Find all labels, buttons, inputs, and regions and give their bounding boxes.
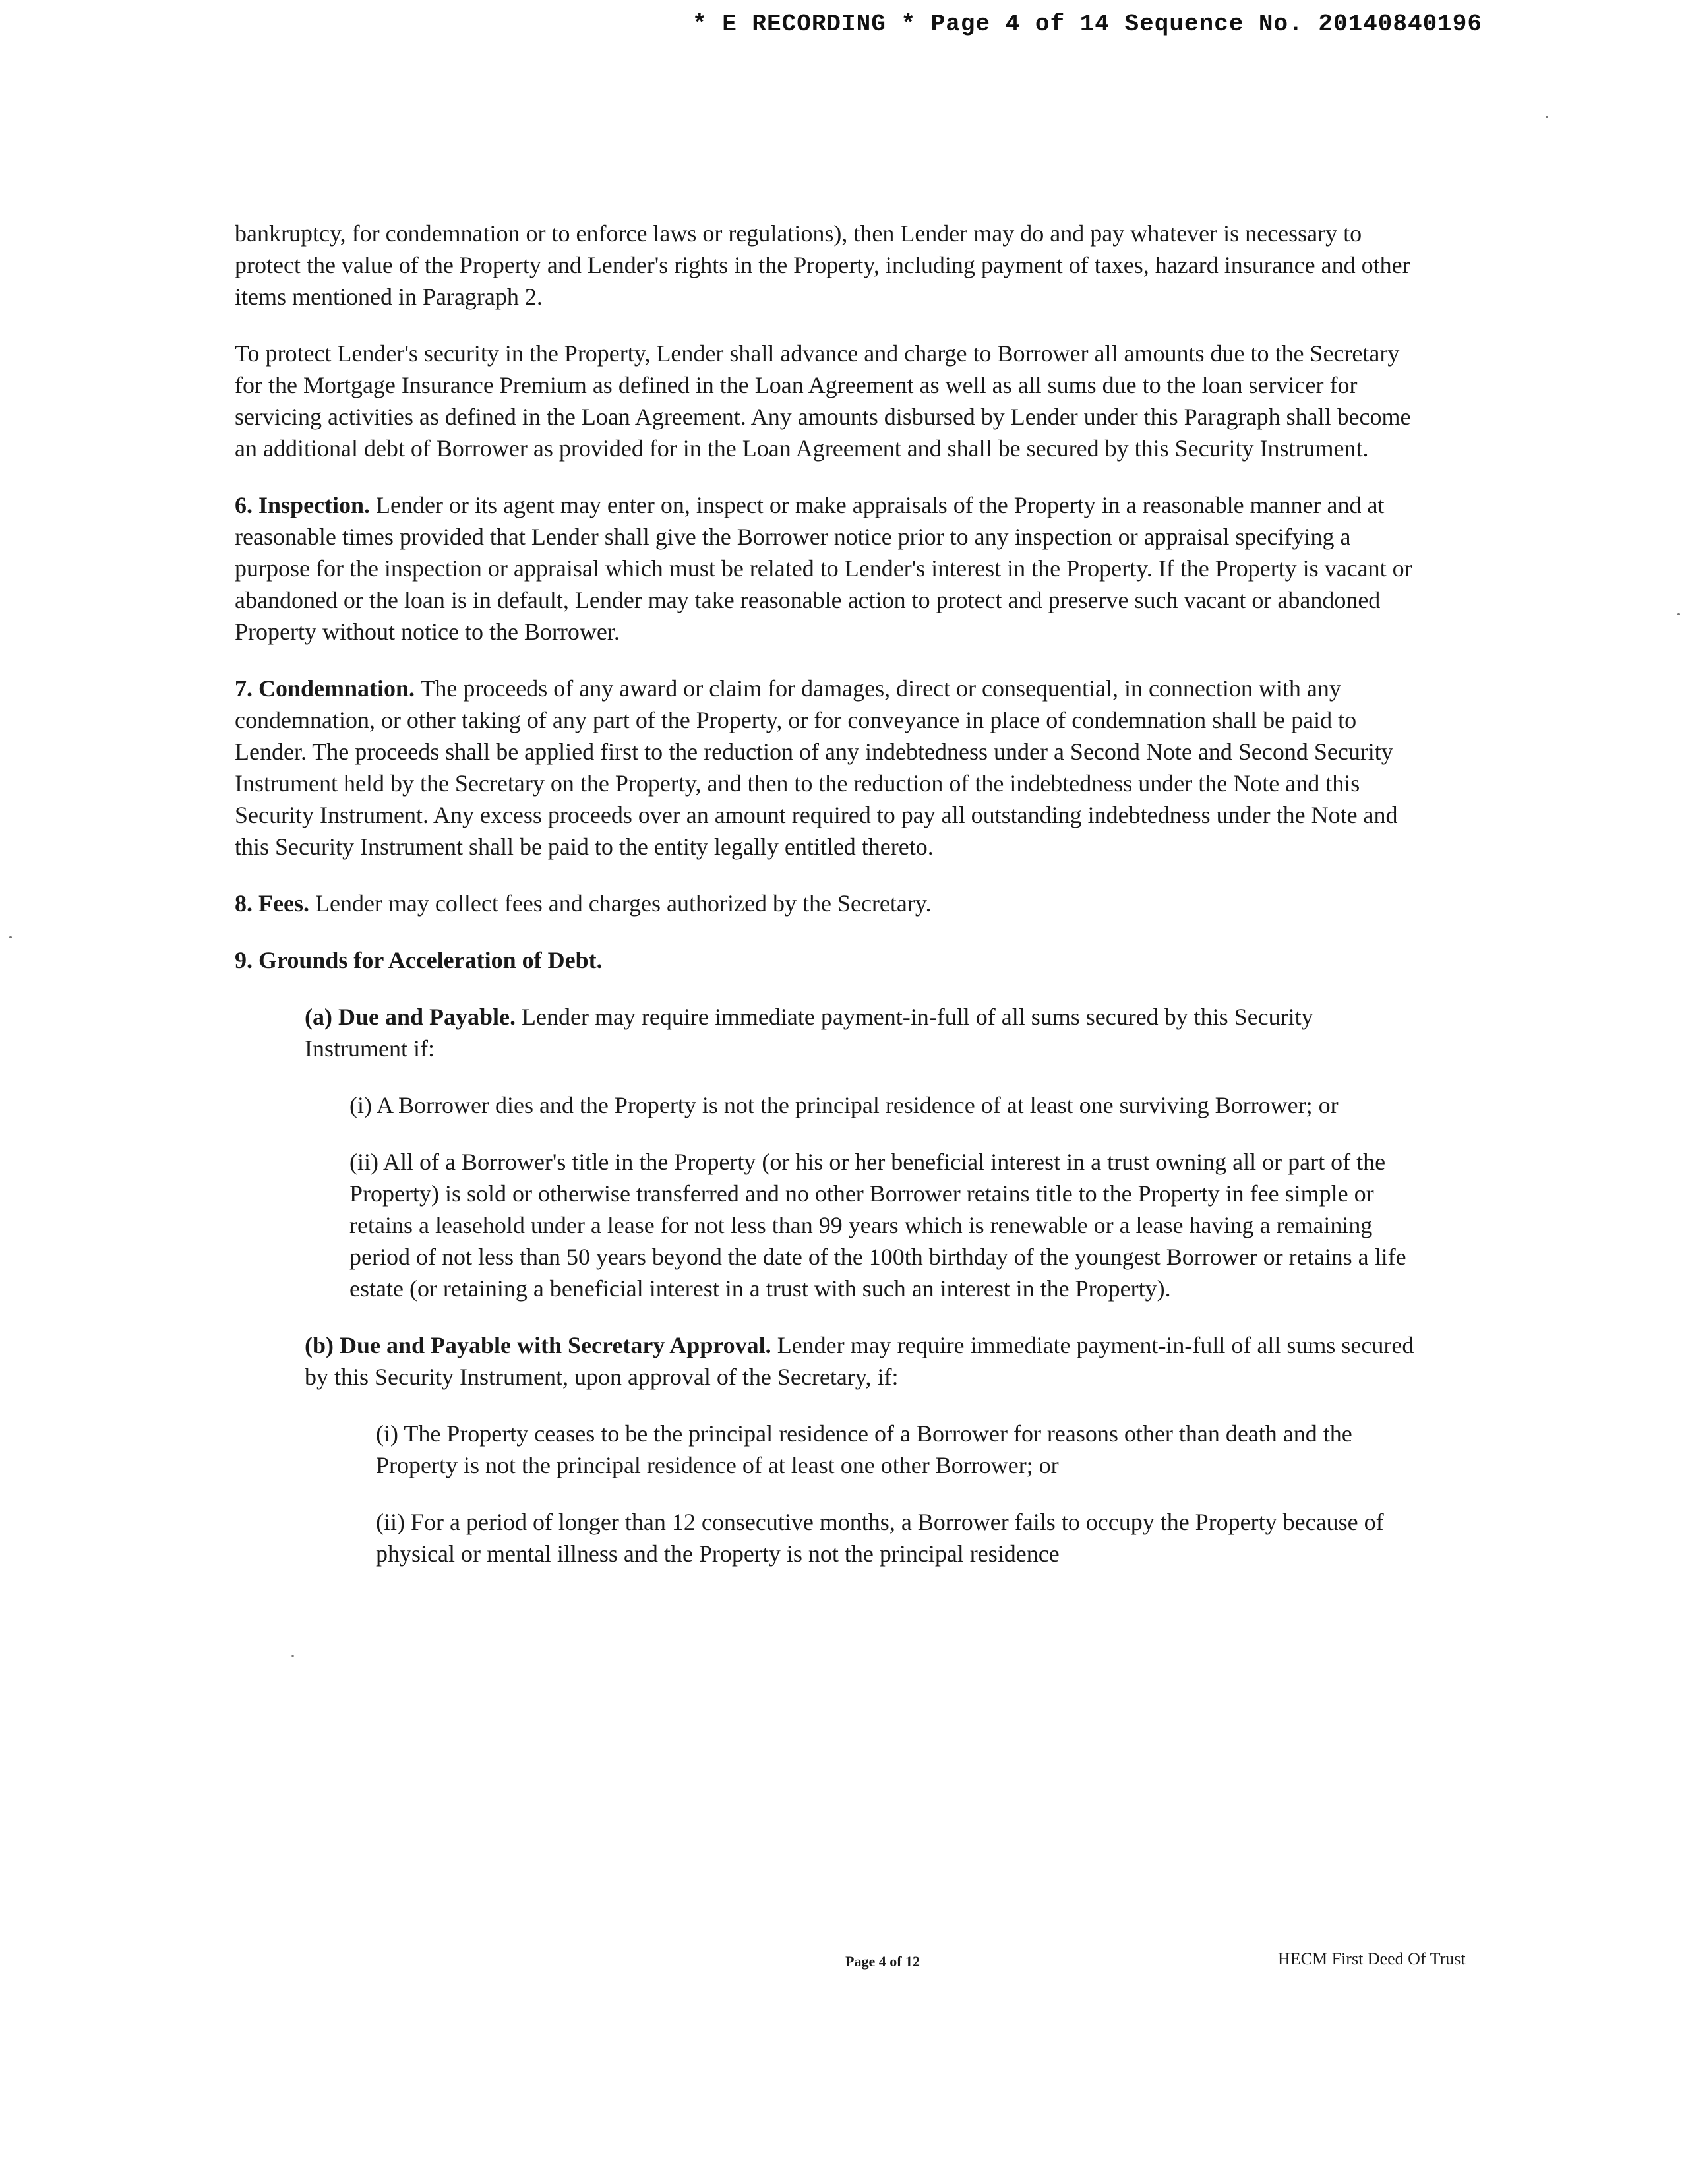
section-7-condemnation xyxy=(235,673,1415,863)
subsection-heading: (b) Due and Payable with Secretary Approval. xyxy=(305,1332,771,1358)
subsection-heading: (a) Due and Payable. xyxy=(305,1004,516,1030)
section-9b-secretary-approval xyxy=(305,1329,1415,1393)
section-9a-item-i: (i) A Borrower dies and the Property is not the principal residence of at least one surviving Borrower; or xyxy=(349,1092,1339,1118)
scan-speck xyxy=(9,936,12,938)
paragraph-protect-security: To protect Lender's security in the Property, Lender shall advance and charge to Borrower all amounts due to the Secretary for the Mortgage Insurance Premium as defined in the Loan Agreement as well as all sums due to the loan servicer for servicing activities as defined in the Loan Agreement. Any amounts disbursed by Lender under this Paragraph shall become an additional debt of Borrower as provided for in the Loan Agreement and shall be secured by this Security Instrument. xyxy=(235,340,1411,462)
section-9a-due-and-payable xyxy=(305,1001,1415,1064)
section-9-heading xyxy=(235,944,1415,976)
section-text: Lender may collect fees and charges authorized by the Secretary. xyxy=(309,890,932,917)
scan-speck xyxy=(1546,116,1548,118)
section-heading: 7. Condemnation. xyxy=(235,675,415,702)
section-text: The proceeds of any award or claim for damages, direct or consequential, in connection with any condemnation, or other taking of any part of the Property, or for conveyance in place of condemnation shall be paid to Lender. The proceeds shall be applied first to the reduction of any indebtedness under a Second Note and Second Security Instrument held by the Secretary on the Property, and then to the reduction of the indebtedness under the Note and this Security Instrument. Any excess proceeds over an amount required to pay all outstanding indebtedness under the Note and this Security Instrument shall be paid to the entity legally entitled thereto. xyxy=(235,675,1398,860)
section-heading: 9. Grounds for Acceleration of Debt. xyxy=(235,947,603,973)
section-text: Lender or its agent may enter on, inspect or make appraisals of the Property in a reasonable manner and at reasonable times provided that Lender shall give the Borrower notice prior to any inspection or appraisal specifying a purpose for the inspection or appraisal which must be related to Lender's interest in the Property. If the Property is vacant or abandoned or the loan is in default, Lender may take reasonable action to protect and preserve such vacant or abandoned Property without notice to the Borrower. xyxy=(235,492,1412,645)
section-8-fees xyxy=(235,888,1415,919)
section-9b-item-i: (i) The Property ceases to be the principal residence of a Borrower for reasons other than death and the Property is not the principal residence of at least one other Borrower; or xyxy=(376,1420,1352,1478)
section-heading: 8. Fees. xyxy=(235,890,309,917)
section-heading: 6. Inspection. xyxy=(235,492,371,518)
section-9b-item-ii: (ii) For a period of longer than 12 consecutive months, a Borrower fails to occupy the Property because of physical or mental illness and the Property is not the principal residence xyxy=(376,1509,1384,1567)
section-6-inspection xyxy=(235,489,1415,648)
footer-document-title: HECM First Deed Of Trust xyxy=(1278,1949,1466,1968)
footer-page-number: Page 4 of 12 xyxy=(845,1953,920,1970)
subsection-text: Lender may require immediate payment-in-full of all sums secured by this Security Instrument if: xyxy=(305,1004,1313,1062)
scan-speck xyxy=(1677,613,1680,615)
paragraph-intro: bankruptcy, for condemnation or to enforce laws or regulations), then Lender may do and pay whatever is necessary to protect the value of the Property and Lender's rights in the Property, including payment of taxes, hazard insurance and other items mentioned in Paragraph 2. xyxy=(235,220,1410,310)
scan-speck xyxy=(291,1655,294,1657)
subsection-text: Lender may require immediate payment-in-full of all sums secured by this Security Instrument, upon approval of the Secretary, if: xyxy=(305,1332,1414,1390)
section-9a-item-ii: (ii) All of a Borrower's title in the Property (or his or her beneficial interest in a trust owning all or part of the Property) is sold or otherwise transferred and no other Borrower retains title to the Property in fee simple or retains a leasehold under a lease for not less than 99 years which is renewable or a lease having a remaining period of not less than 50 years beyond the date of the 100th birthday of the youngest Borrower or retains a life estate (or retaining a beneficial interest in a trust with such an interest in the Property). xyxy=(349,1149,1406,1302)
document-body xyxy=(235,218,1415,1594)
recording-stamp: * E RECORDING * Page 4 of 14 Sequence No. 20140840196 xyxy=(692,11,1482,38)
